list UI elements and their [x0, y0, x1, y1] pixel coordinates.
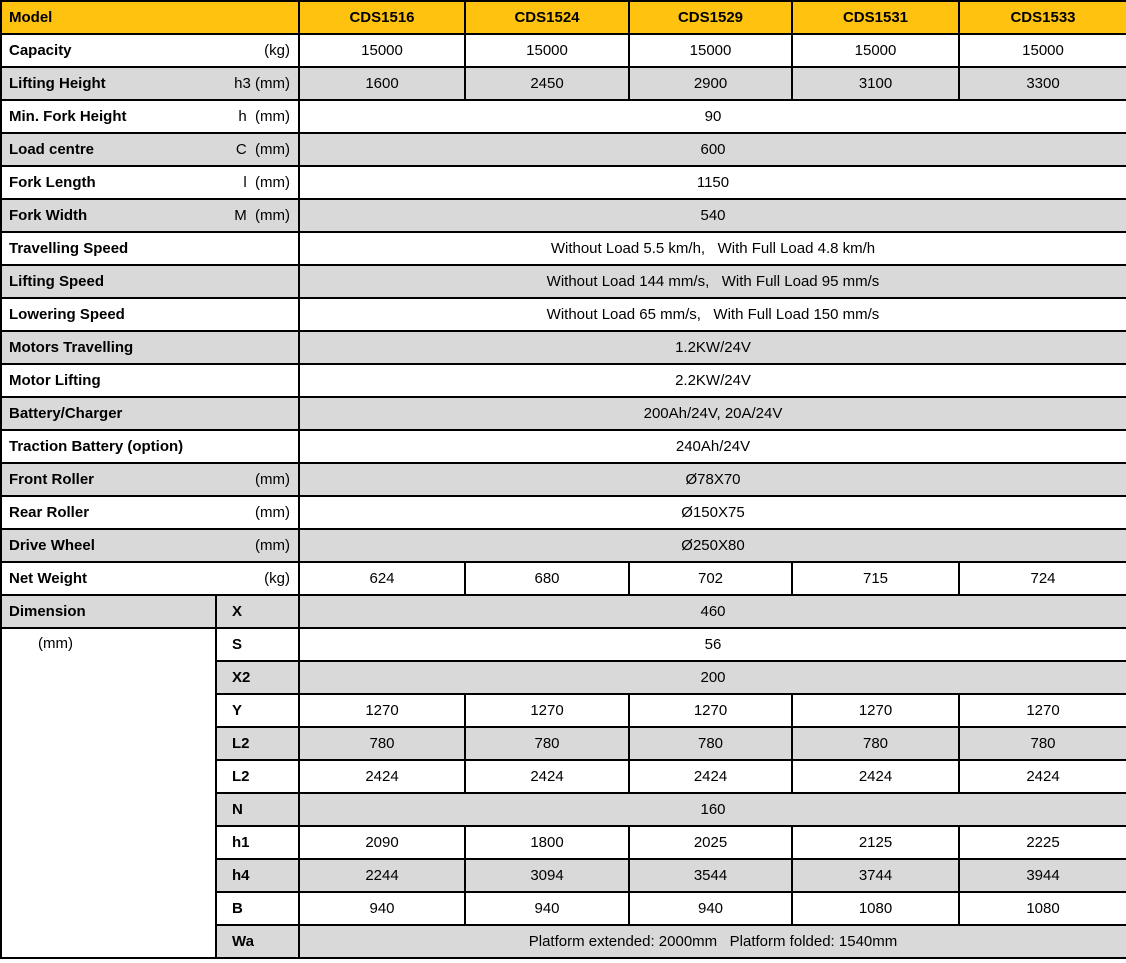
cell-value: 3744 [792, 859, 959, 892]
row-unit: (mm) [255, 537, 290, 554]
cell-value: 2450 [465, 67, 629, 100]
row-unit: h3 (mm) [234, 75, 290, 92]
row-span-value: 460 [299, 595, 1126, 628]
label-unit-wrap [9, 141, 290, 158]
cell-value: 780 [792, 727, 959, 760]
cell-value: 2090 [299, 826, 465, 859]
row-label-cell [1, 133, 299, 166]
dim-sub-label: S [216, 628, 299, 661]
cell-value: 15000 [299, 34, 465, 67]
cell-value: 2125 [792, 826, 959, 859]
cell-value: 940 [299, 892, 465, 925]
row-label-cell [1, 430, 299, 463]
cell-value: 715 [792, 562, 959, 595]
cell-value: 1800 [465, 826, 629, 859]
row-label-cell [1, 331, 299, 364]
cell-value: 15000 [792, 34, 959, 67]
row-label-cell [1, 364, 299, 397]
row-label: Lowering Speed [9, 306, 125, 323]
row-label: Load centre [9, 141, 95, 158]
model-name-cell: CDS1524 [465, 1, 629, 34]
row-label: Capacity [9, 42, 72, 59]
dim-sub-label: B [216, 892, 299, 925]
dim-sub-label: h4 [216, 859, 299, 892]
dim-sub-label: L2 [216, 760, 299, 793]
row-label: Fork Length [9, 174, 96, 191]
dimension-row [1, 628, 1126, 661]
cell-value: 2424 [299, 760, 465, 793]
row-span-value: Without Load 144 mm/s, With Full Load 95 mm/s [299, 265, 1126, 298]
row-label: Rear Roller [9, 504, 90, 521]
cell-value: 2244 [299, 859, 465, 892]
model-name-cell: CDS1516 [299, 1, 465, 34]
dimension-unit-cell: (mm) [1, 628, 216, 958]
cell-value: 780 [465, 727, 629, 760]
cell-value: 780 [299, 727, 465, 760]
row-label-cell [1, 496, 299, 529]
row-label: Motors Travelling [9, 339, 134, 356]
cell-value: 2025 [629, 826, 792, 859]
cell-value: 15000 [465, 34, 629, 67]
row-unit: l (mm) [243, 174, 290, 191]
row-span-value: 90 [299, 100, 1126, 133]
label-unit-wrap [9, 405, 290, 422]
row-label: Traction Battery (option) [9, 438, 184, 455]
spec-row [1, 133, 1126, 166]
row-span-value: Without Load 5.5 km/h, With Full Load 4.8 km/h [299, 232, 1126, 265]
spec-row [1, 166, 1126, 199]
cell-value: 1270 [629, 694, 792, 727]
label-unit-wrap [9, 240, 290, 257]
label-unit-wrap [9, 207, 290, 224]
cell-value: 2424 [792, 760, 959, 793]
row-label-cell [1, 265, 299, 298]
row-label: Lifting Speed [9, 273, 104, 290]
dim-sub-label: N [216, 793, 299, 826]
row-label-cell [1, 529, 299, 562]
dim-sub-label: X [216, 595, 299, 628]
dim-sub-label: X2 [216, 661, 299, 694]
row-label: Net Weight [9, 570, 88, 587]
row-span-value: 240Ah/24V [299, 430, 1126, 463]
model-name-cell: CDS1533 [959, 1, 1126, 34]
row-label-cell [1, 67, 299, 100]
row-span-value: Ø150X75 [299, 496, 1126, 529]
dim-sub-label: L2 [216, 727, 299, 760]
cell-value: 780 [959, 727, 1126, 760]
row-label: Fork Width [9, 207, 88, 224]
cell-value: 2424 [465, 760, 629, 793]
cell-value: 624 [299, 562, 465, 595]
dim-sub-label: h1 [216, 826, 299, 859]
spec-row [1, 331, 1126, 364]
row-label-cell [1, 463, 299, 496]
row-span-value: 600 [299, 133, 1126, 166]
label-unit-wrap [9, 108, 290, 125]
cell-value: 15000 [629, 34, 792, 67]
spec-row [1, 496, 1126, 529]
label-unit-wrap [9, 504, 290, 521]
spec-row [1, 463, 1126, 496]
row-label: Drive Wheel [9, 537, 95, 554]
cell-value: 702 [629, 562, 792, 595]
cell-value: 2900 [629, 67, 792, 100]
row-label: Motor Lifting [9, 372, 101, 389]
cell-value: 1080 [792, 892, 959, 925]
spec-row [1, 34, 1126, 67]
row-unit: h (mm) [238, 108, 290, 125]
spec-row [1, 298, 1126, 331]
row-span-value: Platform extended: 2000mm Platform folded: 1540mm [299, 925, 1126, 958]
spec-row [1, 265, 1126, 298]
row-span-value: 540 [299, 199, 1126, 232]
dimension-label-cell: Dimension [1, 595, 216, 628]
cell-value: 680 [465, 562, 629, 595]
label-unit-wrap [9, 570, 290, 587]
dim-sub-label: Wa [216, 925, 299, 958]
cell-value: 724 [959, 562, 1126, 595]
cell-value: 1270 [959, 694, 1126, 727]
dim-sub-label: Y [216, 694, 299, 727]
cell-value: 3300 [959, 67, 1126, 100]
cell-value: 2424 [959, 760, 1126, 793]
row-unit: (mm) [255, 504, 290, 521]
cell-value: 3094 [465, 859, 629, 892]
spec-row [1, 562, 1126, 595]
cell-value: 940 [465, 892, 629, 925]
row-label-cell [1, 397, 299, 430]
label-unit-wrap [9, 174, 290, 191]
spec-row [1, 430, 1126, 463]
row-span-value: Ø78X70 [299, 463, 1126, 496]
row-unit: (kg) [264, 570, 290, 587]
label-unit-wrap [9, 273, 290, 290]
row-label-cell [1, 34, 299, 67]
cell-value: 1270 [465, 694, 629, 727]
row-span-value: 2.2KW/24V [299, 364, 1126, 397]
row-span-value: 1.2KW/24V [299, 331, 1126, 364]
cell-value: 3544 [629, 859, 792, 892]
spec-row [1, 67, 1126, 100]
model-header-row [1, 1, 1126, 34]
cell-value: 3944 [959, 859, 1126, 892]
model-name-cell: CDS1529 [629, 1, 792, 34]
label-unit-wrap [9, 339, 290, 356]
cell-value: 3100 [792, 67, 959, 100]
row-span-value: 56 [299, 628, 1126, 661]
row-label-cell [1, 298, 299, 331]
row-label: Battery/Charger [9, 405, 123, 422]
label-unit-wrap [9, 471, 290, 488]
label-unit-wrap [9, 306, 290, 323]
row-label-cell [1, 232, 299, 265]
row-unit: C (mm) [235, 141, 290, 158]
cell-value: 780 [629, 727, 792, 760]
spec-table-body [1, 1, 1126, 958]
row-label: Travelling Speed [9, 240, 129, 257]
label-unit-wrap [9, 537, 290, 554]
cell-value: 1600 [299, 67, 465, 100]
row-label-cell [1, 199, 299, 232]
cell-value: 1080 [959, 892, 1126, 925]
row-unit: M (mm) [234, 207, 290, 224]
spec-row [1, 397, 1126, 430]
dimension-row [1, 595, 1126, 628]
cell-value: 940 [629, 892, 792, 925]
spec-row [1, 232, 1126, 265]
row-span-value: 1150 [299, 166, 1126, 199]
spec-row [1, 100, 1126, 133]
row-span-value: 200Ah/24V, 20A/24V [299, 397, 1126, 430]
row-span-value: Ø250X80 [299, 529, 1126, 562]
row-label: Lifting Height [9, 75, 106, 92]
spec-row [1, 529, 1126, 562]
row-span-value: 200 [299, 661, 1126, 694]
cell-value: 1270 [299, 694, 465, 727]
label-unit-wrap [9, 42, 290, 59]
row-label-cell [1, 166, 299, 199]
label-unit-wrap [9, 372, 290, 389]
spec-row [1, 199, 1126, 232]
cell-value: 1270 [792, 694, 959, 727]
row-label: Min. Fork Height [9, 108, 127, 125]
row-span-value: Without Load 65 mm/s, With Full Load 150 mm/s [299, 298, 1126, 331]
cell-value: 2225 [959, 826, 1126, 859]
label-unit-wrap [9, 438, 290, 455]
cell-value: 15000 [959, 34, 1126, 67]
model-name-cell: CDS1531 [792, 1, 959, 34]
model-header-cell: Model [1, 1, 299, 34]
cell-value: 2424 [629, 760, 792, 793]
row-label-cell [1, 100, 299, 133]
spec-row [1, 364, 1126, 397]
row-span-value: 160 [299, 793, 1126, 826]
row-unit: (kg) [264, 42, 290, 59]
label-unit-wrap [9, 75, 290, 92]
row-unit: (mm) [255, 471, 290, 488]
row-label: Front Roller [9, 471, 94, 488]
row-label-cell [1, 562, 299, 595]
